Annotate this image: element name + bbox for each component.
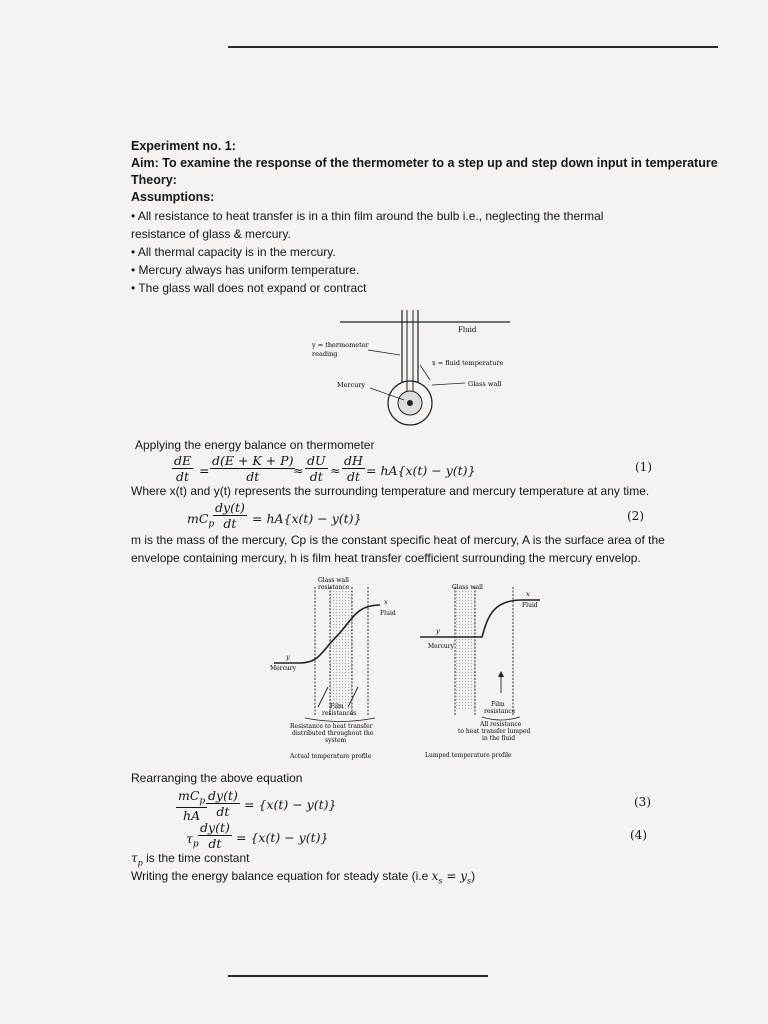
where-text: Where x(t) and y(t) represents the surrounding temperature and mercury temperature at any time. — [131, 484, 650, 498]
right-fluid-label: Fluid — [522, 602, 538, 609]
description-line-1: m is the mass of the mercury, Cp is the constant specific heat of mercury, A is the surface area of the — [131, 533, 665, 547]
assumption-3: • Mercury always has uniform temperature. — [131, 263, 360, 277]
temperature-profile-diagram — [260, 575, 560, 765]
top-rule — [228, 46, 718, 48]
rearrange-intro: Rearranging the above equation — [131, 771, 303, 785]
eq2-number: (2) — [627, 509, 644, 523]
thermometer-diagram — [300, 305, 520, 430]
eq3-number: (3) — [634, 795, 651, 809]
glass-wall-label: Glass wall — [468, 380, 502, 388]
left-glass-resistance: resistance — [318, 584, 350, 591]
eq4-rhs: = {x(t) − y(t)} — [236, 830, 329, 845]
right-mercury-label: Mercury — [428, 643, 455, 650]
tau-description: $\tau_p$ is the time constant — [131, 851, 250, 868]
aim-heading: Aim: To examine the response of the thermometer to a step up and step down input in temperature — [131, 156, 718, 170]
fluid-label: Fluid — [458, 326, 477, 334]
right-film-label: Film — [491, 701, 505, 708]
eq1-equals: = — [199, 463, 210, 478]
right-note-2: to heat transfer lumped — [458, 728, 531, 735]
eq1-approx2: ≈ — [330, 463, 341, 478]
right-caption: Lumped temperature profile — [425, 752, 512, 759]
left-fluid-label: Fluid — [380, 610, 396, 617]
left-mercury-label: Mercury — [270, 665, 297, 672]
eq3-rhs: = {x(t) − y(t)} — [244, 797, 337, 812]
right-film-resistance: resistance — [484, 708, 516, 715]
eq1-dE-dt: $\frac{dE}{dt}$ — [174, 453, 192, 484]
assumption-1: • All resistance to heat transfer is in a thin film around the bulb i.e., neglecting the thermal — [131, 209, 604, 223]
left-note-2: distributed throughout the — [292, 730, 374, 737]
eq4-number: (4) — [630, 828, 647, 842]
eq1-dH-dt: $\frac{dH}{dt}$ — [344, 453, 363, 484]
y-thermometer-label: y = thermometer — [312, 341, 369, 349]
left-x-label: x — [384, 598, 388, 606]
left-caption: Actual temperature profile — [290, 753, 372, 760]
eq1-dU-dt: $\frac{dU}{dt}$ — [307, 453, 326, 484]
eq3-dy-dt: $\frac{dy(t)}{dt}$ — [208, 788, 238, 819]
left-film-label: Film — [330, 703, 344, 710]
left-glass-wall: Glass wall — [318, 577, 349, 584]
steady-state-text: Writing the energy balance equation for steady state (i.e $x_s = y_s$) — [131, 869, 476, 886]
reading-label: reading — [312, 350, 338, 358]
assumptions-heading: Assumptions: — [131, 190, 215, 204]
left-note-3: system — [325, 737, 347, 744]
right-note-1: All resistance — [480, 721, 522, 728]
x-fluid-temp-label: x = fluid temperature — [432, 359, 504, 367]
left-y-label: y — [286, 653, 290, 661]
eq2-dy-dt: $\frac{dy(t)}{dt}$ — [215, 500, 245, 531]
eq4-tau: $\tau_p$ — [186, 831, 199, 850]
right-x-label: x — [526, 590, 530, 598]
left-film-resistances: resistances — [322, 710, 357, 717]
assumption-2: • All thermal capacity is in the mercury. — [131, 245, 336, 259]
eq2-rhs: = hA{x(t) − y(t)} — [252, 511, 362, 526]
bottom-rule — [228, 975, 488, 977]
experiment-title: Experiment no. 1: — [131, 139, 236, 153]
right-glass-wall: Glass wall — [452, 584, 483, 591]
mercury-label: Mercury — [337, 381, 366, 389]
eq1-number: (1) — [635, 460, 652, 474]
energy-balance-intro: Applying the energy balance on thermometer — [135, 438, 375, 452]
theory-heading: Theory: — [131, 173, 177, 187]
eq2-mcp: $mC_p$ — [187, 511, 215, 530]
eq3-mcp-hA: $mC_p$ hA — [178, 788, 206, 823]
assumption-1-cont: resistance of glass & mercury. — [131, 227, 291, 241]
right-y-label: y — [436, 627, 440, 635]
left-note-1: Resistance to heat transfer — [290, 723, 373, 730]
eq4-dy-dt: $\frac{dy(t)}{dt}$ — [200, 820, 230, 851]
eq1-rhs: = hA{x(t) − y(t)} — [366, 463, 476, 478]
description-line-2: envelope containing mercury, h is film heat transfer coefficient surrounding the mercury envelop. — [131, 551, 641, 565]
eq1-dEKP-dt: $\frac{d(E + K + P)}{dt}$ — [212, 453, 294, 484]
assumption-4: • The glass wall does not expand or contract — [131, 281, 367, 295]
eq1-approx1: ≈ — [293, 463, 304, 478]
right-note-3: in the fluid — [482, 735, 516, 742]
